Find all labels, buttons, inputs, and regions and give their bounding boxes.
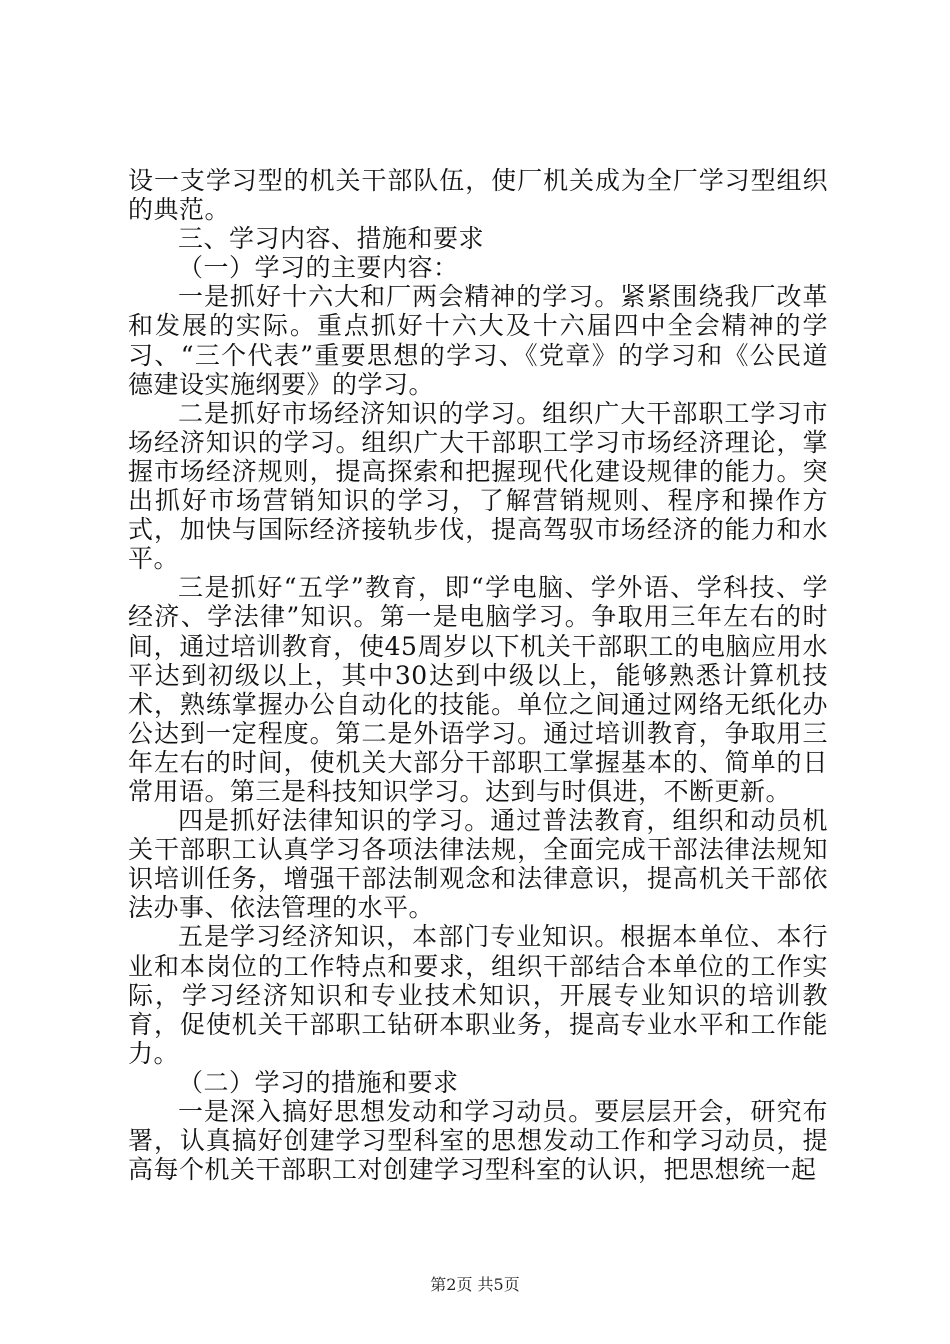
page-footer: 第2页 共5页 [430,1275,520,1294]
paragraph-item-4: 四是抓好法律知识的学习。通过普法教育，组织和动员机关干部职工认真学习各项法律法规，全面完成干部法律法规知识培训任务，增强干部法制观念和法律意识，提高机关干部依法办事、依法管理的水平。 [128,806,828,923]
paragraph-item-3: 三是抓好“五学”教育，即“学电脑、学外语、学科技、学经济、学法律”知识。第一是电脑学习。争取用三年左右的时间，通过培训教育，使45周岁以下机关干部职工的电脑应用水平达到初级以上，其中30达到中级以上，能够熟悉计算机技术，熟练掌握办公自动化的技能。单位之间通过网络无纸化办公达到一定程度。第二是外语学习。通过培训教育，争取用三年左右的时间，使机关大部分干部职工掌握基本的、简单的日常用语。第三是科技知识学习。达到与时俱进，不断更新。 [128,573,828,806]
paragraph-item-2: 二是抓好市场经济知识的学习。组织广大干部职工学习市场经济知识的学习。组织广大干部职工学习市场经济理论，掌握市场经济规则，提高探索和把握现代化建设规律的能力。突出抓好市场营销知识的学习，了解营销规则、程序和操作方式，加快与国际经济接轨步伐，提高驾驭市场经济的能力和水平。 [128,398,828,574]
subheading-measures: （二）学习的措施和要求 [178,1067,459,1097]
paragraph-measure-1: 一是深入搞好思想发动和学习动员。要层层开会，研究布署，认真搞好创建学习型科室的思想发动工作和学习动员，提高每个机关干部职工对创建学习型科室的认识，把思想统一起 [128,1097,828,1185]
paragraph-item-5: 五是学习经济知识，本部门专业知识。根据本单位、本行业和本岗位的工作特点和要求，组织干部结合本单位的工作实际，学习经济知识和专业技术知识，开展专业知识的培训教育，促使机关干部职工钻研本职业务，提高专业水平和工作能力。 [128,922,828,1068]
section-heading-3: 三、学习内容、措施和要求 [178,224,485,254]
paragraph-continuation: 设一支学习型的机关干部队伍，使厂机关成为全厂学习型组织的典范。 [128,166,828,225]
paragraph-item-1: 一是抓好十六大和厂两会精神的学习。紧紧围绕我厂改革和发展的实际。重点抓好十六大及十六届四中全会精神的学习、“三个代表”重要思想的学习、《党章》的学习和《公民道德建设实施纲要》的学习。 [128,282,828,399]
document-body [128,166,828,1184]
subheading-main-content: （一）学习的主要内容： [178,253,459,283]
